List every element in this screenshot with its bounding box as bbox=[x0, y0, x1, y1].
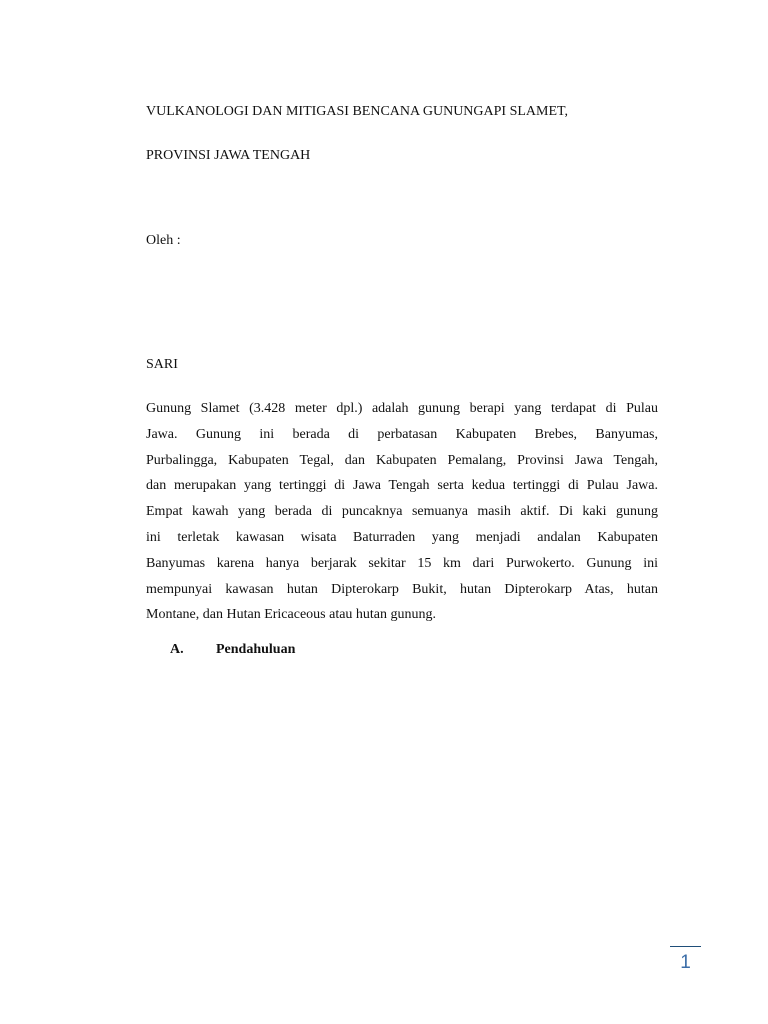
page-number: 1 bbox=[680, 952, 691, 973]
abstract-heading: SARI bbox=[146, 357, 178, 372]
abstract-line: Gunung Slamet (3.428 meter dpl.) adalah gunung berapi yang terdapat di Pulau bbox=[146, 401, 658, 416]
abstract-paragraph bbox=[146, 396, 658, 628]
page-number-rule bbox=[670, 946, 701, 947]
abstract-line: Jawa. Gunung ini berada di perbatasan Kabupaten Brebes, Banyumas, bbox=[146, 426, 658, 442]
abstract-line: Banyumas karena hanya berjarak sekitar 15 km dari Purwokerto. Gunung ini bbox=[146, 555, 658, 571]
abstract-line: Montane, dan Hutan Ericaceous atau hutan gunung. bbox=[146, 607, 437, 623]
abstract-line: Empat kawah yang berada di puncaknya semuanya masih aktif. Di kaki gunung bbox=[146, 504, 658, 520]
abstract-line: ini terletak kawasan wisata Baturraden yang menjadi andalan Kabupaten bbox=[146, 529, 658, 545]
author-label: Oleh : bbox=[146, 233, 181, 248]
document-title-line-2: PROVINSI JAWA TENGAH bbox=[146, 148, 311, 163]
section-title: Pendahuluan bbox=[216, 642, 296, 657]
section-heading bbox=[170, 642, 295, 658]
abstract-line: Purbalingga, Kabupaten Tegal, dan Kabupaten Pemalang, Provinsi Jawa Tengah, bbox=[146, 452, 658, 468]
abstract-line: mempunyai kawasan hutan Dipterokarp Bukit, hutan Dipterokarp Atas, hutan bbox=[146, 581, 658, 597]
abstract-line: dan merupakan yang tertinggi di Jawa Tengah serta kedua tertinggi di Pulau Jawa. bbox=[146, 478, 658, 494]
document-title-line-1: VULKANOLOGI DAN MITIGASI BENCANA GUNUNGAPI SLAMET, bbox=[146, 104, 569, 119]
section-number: A. bbox=[170, 642, 184, 657]
